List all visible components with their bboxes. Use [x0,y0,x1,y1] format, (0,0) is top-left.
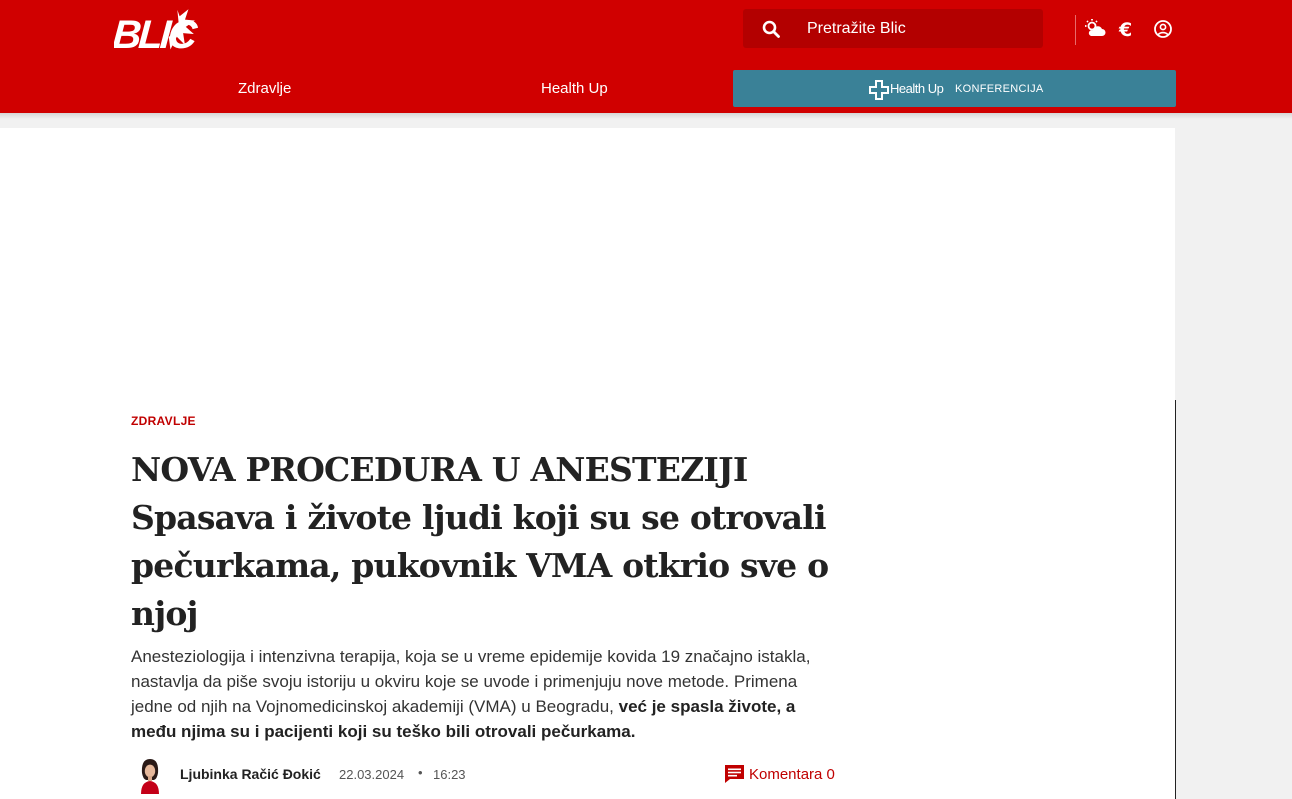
nav-item-zdravlje[interactable]: Zdravlje [238,80,292,97]
ad-placeholder [0,128,1175,400]
comments-count[interactable]: Komentara 0 [749,766,835,783]
article-lead-bold: već je spasla živote, a među njima su i pacijenti koji su teško bili otrovali pečurkama. [131,697,796,741]
health-cross-icon [869,80,889,100]
article-lead-text: Anesteziologija i intenzivna terapija, koja se u vreme epidemije kovida 19 značajno istakla, nastavlja da piše svoju istoriju u okviru koje se uvode i primenjuju nove metode. Primena jedne od njih na Vojnomedicinskoj akademiji (VMA) u Beogradu, [131,647,811,716]
search-bar[interactable] [743,9,1043,48]
article-lead [131,644,831,744]
euro-icon[interactable] [1116,17,1140,41]
blic-logo[interactable] [114,2,198,56]
search-icon[interactable] [762,20,780,38]
content-border [1175,400,1176,799]
user-account-icon[interactable] [1151,17,1175,41]
nav-item-health-up[interactable]: Health Up [541,80,608,97]
header-divider [1075,15,1076,45]
author-name[interactable]: Ljubinka Račić Đokić [180,766,321,782]
health-up-conference-banner[interactable] [733,70,1176,107]
date-time-separator: • [418,765,423,780]
search-placeholder[interactable]: Pretražite Blic [807,20,906,37]
article-category[interactable]: ZDRAVLJE [131,414,196,428]
header-shadow [0,113,1292,119]
article-headline: NOVA PROCEDURA U ANESTEZIJI Spasava i živote ljudi koji su se otrovali pečurkama, pukovnik VMA otkrio sve o njoj [131,450,829,633]
logo-wordmark: BLIC [114,13,196,56]
publish-date: 22.03.2024 [339,767,405,782]
svg-text:€: € [1119,19,1133,41]
site-header [0,0,1292,113]
conference-label: KONFERENCIJA [955,83,1044,95]
author-avatar[interactable] [134,756,166,794]
publish-time: 16:23 [433,767,466,782]
comment-icon [724,764,745,784]
weather-icon[interactable] [1083,17,1107,41]
health-up-logo-label: Health Up [890,81,944,96]
